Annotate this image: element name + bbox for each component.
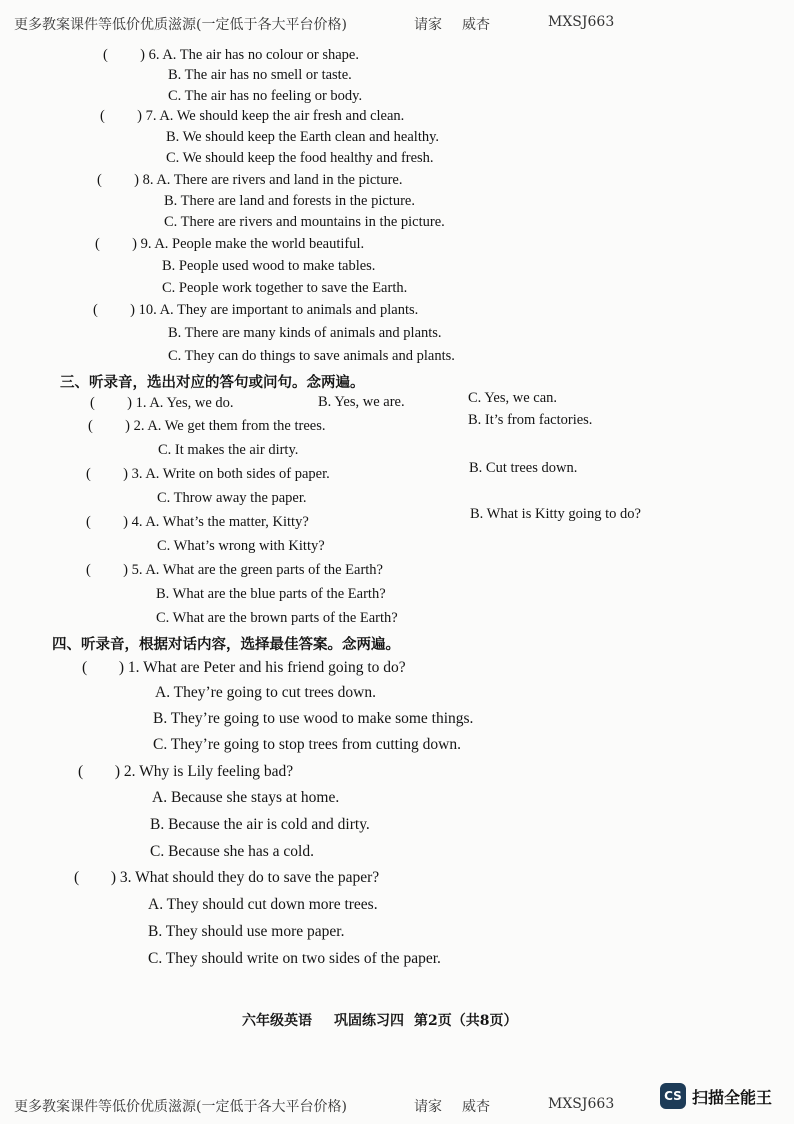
question-10-option-c: C. They can do things to save animals and plants. — [168, 348, 455, 364]
question-10-option-a — [93, 301, 418, 319]
section-3-title: 三、听录音，选出对应的答句或问句。念两遍。 — [60, 375, 365, 391]
answer-blank[interactable] — [97, 171, 139, 189]
bottom-contact-name: 威杏 — [462, 1099, 490, 1115]
question-6-option-b: B. The air has no smell or taste. — [168, 67, 352, 83]
s4-question-3 — [74, 869, 379, 887]
answer-blank[interactable] — [74, 869, 116, 887]
option-text: A. People make the world beautiful. — [154, 236, 365, 252]
bottom-code: MXSJ663 — [548, 1096, 615, 1112]
question-number: 3. — [131, 466, 143, 482]
header-contact-name: 威杏 — [462, 17, 490, 33]
option-text: A. Write on both sides of paper. — [145, 466, 330, 482]
answer-blank[interactable] — [90, 394, 132, 412]
answer-blank[interactable] — [100, 107, 142, 125]
s3-question-5-option-a — [86, 561, 383, 579]
question-9-option-b: B. People used wood to make tables. — [162, 258, 376, 274]
answer-blank[interactable] — [88, 417, 130, 435]
question-text: 1. What are Peter and his friend going to do? — [127, 659, 406, 676]
footer-page-number: 第2页（共8页） — [414, 1013, 518, 1029]
question-7-option-c: C. We should keep the food healthy and fresh. — [166, 150, 434, 166]
option-text: A. What are the green parts of the Earth? — [145, 562, 383, 578]
question-number: 1. — [135, 395, 147, 411]
bottom-contact-prefix: 请家 — [414, 1099, 442, 1115]
question-number: 2. — [133, 418, 145, 434]
option-text: A. They are important to animals and plants. — [159, 302, 419, 318]
s3-question-1-option-b: B. Yes, we are. — [318, 394, 405, 410]
s3-question-3-option-b: B. Cut trees down. — [469, 460, 578, 476]
s3-question-1-option-c: C. Yes, we can. — [468, 390, 558, 406]
s4-question-3-option-c: C. They should write on two sides of the paper. — [148, 950, 441, 967]
header-promo: 更多教案课件等低价优质滋源(一定低于各大平台价格) — [14, 17, 347, 33]
option-text: A. There are rivers and land in the picture. — [156, 172, 403, 188]
s4-question-1 — [82, 659, 406, 677]
question-number: 9. — [140, 236, 152, 252]
s4-question-3-option-b: B. They should use more paper. — [148, 923, 345, 940]
question-number: 7. — [145, 108, 157, 124]
s3-question-4-option-c: C. What’s wrong with Kitty? — [157, 538, 325, 554]
option-text: A. The air has no colour or shape. — [162, 47, 359, 63]
s3-question-2-option-a — [88, 417, 325, 435]
s3-question-1-option-a — [90, 394, 234, 412]
s4-question-3-option-a: A. They should cut down more trees. — [148, 896, 378, 913]
answer-blank[interactable] — [82, 659, 124, 677]
option-text: A. Yes, we do. — [149, 395, 234, 411]
question-number: 10. — [138, 302, 157, 318]
s4-question-1-option-a: A. They’re going to cut trees down. — [155, 684, 376, 701]
s4-question-2 — [78, 763, 293, 781]
question-number: 8. — [142, 172, 154, 188]
question-9-option-a — [95, 235, 364, 253]
question-7-option-b: B. We should keep the Earth clean and healthy. — [166, 129, 440, 145]
s3-question-5-option-b: B. What are the blue parts of the Earth? — [156, 586, 386, 602]
option-text: A. We get them from the trees. — [147, 418, 326, 434]
s3-question-4-option-b: B. What is Kitty going to do? — [470, 506, 641, 522]
option-text: A. We should keep the air fresh and clean. — [159, 108, 405, 124]
s3-question-3-option-a — [86, 465, 330, 483]
s3-question-2-option-c: C. It makes the air dirty. — [158, 442, 299, 458]
bottom-promo: 更多教案课件等低价优质滋源(一定低于各大平台价格) — [14, 1099, 347, 1115]
question-8-option-a — [97, 171, 402, 189]
answer-blank[interactable] — [86, 561, 128, 579]
answer-blank[interactable] — [103, 46, 145, 64]
question-9-option-c: C. People work together to save the Earth. — [162, 280, 408, 296]
s4-question-2-option-c: C. Because she has a cold. — [150, 843, 314, 860]
camscanner-watermark-text: 扫描全能王 — [692, 1088, 773, 1107]
s4-question-2-option-a: A. Because she stays at home. — [152, 789, 340, 806]
answer-blank[interactable] — [93, 301, 135, 319]
camscanner-logo-icon: CS — [660, 1083, 686, 1109]
question-8-option-c: C. There are rivers and mountains in the picture. — [164, 214, 445, 230]
s4-question-2-option-b: B. Because the air is cold and dirty. — [150, 816, 370, 833]
s4-question-1-option-c: C. They’re going to stop trees from cutting down. — [153, 736, 461, 753]
question-6-option-a — [103, 46, 359, 64]
answer-blank[interactable] — [86, 513, 128, 531]
question-7-option-a — [100, 107, 404, 125]
question-8-option-b: B. There are land and forests in the picture. — [164, 193, 415, 209]
answer-blank[interactable] — [78, 763, 120, 781]
s3-question-4-option-a — [86, 513, 309, 531]
s3-question-3-option-c: C. Throw away the paper. — [157, 490, 307, 506]
footer-grade: 六年级英语 — [242, 1013, 312, 1029]
question-10-option-b: B. There are many kinds of animals and plants. — [168, 325, 442, 341]
question-text: 2. Why is Lily feeling bad? — [123, 763, 294, 780]
s4-question-1-option-b: B. They’re going to use wood to make some things. — [153, 710, 474, 727]
question-text: 3. What should they do to save the paper? — [119, 869, 380, 886]
header-contact-prefix: 请家 — [414, 17, 442, 33]
option-text: A. What’s the matter, Kitty? — [145, 514, 309, 530]
footer-unit: 巩固练习四 — [334, 1013, 404, 1029]
question-number: 5. — [131, 562, 143, 578]
header-code: MXSJ663 — [548, 14, 615, 30]
s3-question-2-option-b: B. It’s from factories. — [468, 412, 593, 428]
question-6-option-c: C. The air has no feeling or body. — [168, 88, 363, 104]
s3-question-5-option-c: C. What are the brown parts of the Earth? — [156, 610, 398, 626]
question-number: 6. — [148, 47, 160, 63]
answer-blank[interactable] — [95, 235, 137, 253]
question-number: 4. — [131, 514, 143, 530]
section-4-title: 四、听录音，根据对话内容，选择最佳答案。念两遍。 — [52, 637, 400, 653]
answer-blank[interactable] — [86, 465, 128, 483]
